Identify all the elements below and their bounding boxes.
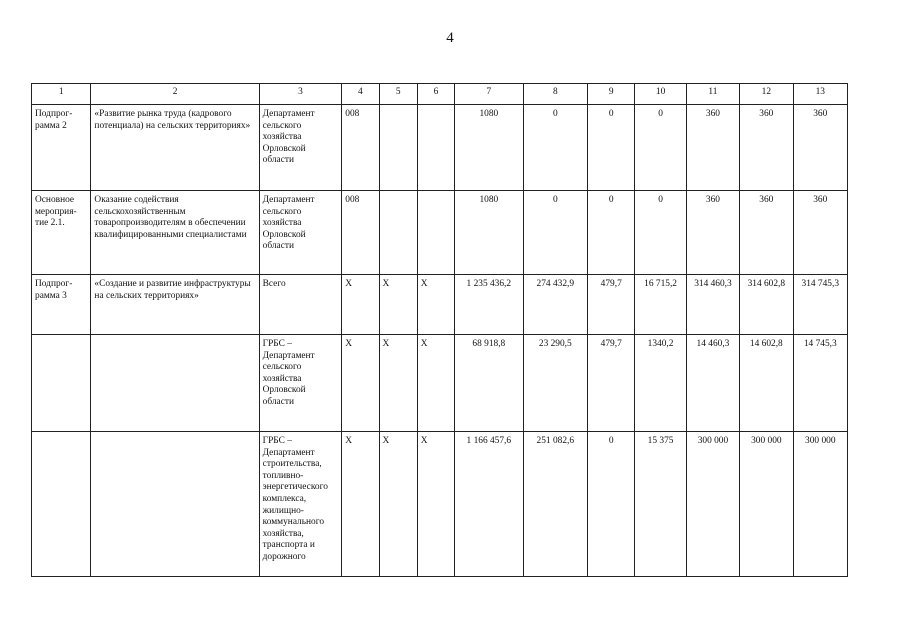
table-row: [32, 432, 848, 577]
column-header-1: 1: [32, 84, 91, 105]
code-cell: X: [379, 275, 417, 335]
table-row: [32, 191, 848, 275]
code-cell: 008: [342, 191, 379, 275]
value-cell: 0: [523, 105, 587, 191]
executor-cell: Департамент сельского хозяйства Орловской области: [259, 105, 342, 191]
column-header-7: 7: [455, 84, 524, 105]
name-cell: Оказание содействия сельскохозяйственным товаропроизводителям в обеспечении квалифицированными специалистами: [91, 191, 259, 275]
value-cell: 479,7: [588, 275, 635, 335]
status-cell: Подпрог- рамма 2: [32, 105, 91, 191]
code-cell: X: [417, 432, 454, 577]
column-header-5: 5: [379, 84, 417, 105]
column-header-3: 3: [259, 84, 342, 105]
value-cell: 1 235 436,2: [455, 275, 524, 335]
executor-cell: ГРБС – Департамент строительства, топливно-энергетического комплекса, жилищно-коммунального хозяйства, транспорта и дорожного: [259, 432, 342, 577]
column-header-10: 10: [635, 84, 686, 105]
value-cell: 0: [635, 105, 686, 191]
name-cell: [91, 432, 259, 577]
value-cell: 16 715,2: [635, 275, 686, 335]
name-cell: [91, 335, 259, 432]
status-cell: [32, 335, 91, 432]
code-cell: [417, 191, 454, 275]
value-cell: 0: [635, 191, 686, 275]
value-cell: 314 602,8: [740, 275, 793, 335]
value-cell: 68 918,8: [455, 335, 524, 432]
executor-cell: Департамент сельского хозяйства Орловской области: [259, 191, 342, 275]
table-row: [32, 335, 848, 432]
budget-table: [31, 83, 848, 577]
status-cell: Подпрог- рамма 3: [32, 275, 91, 335]
code-cell: X: [342, 275, 379, 335]
value-cell: 1080: [455, 191, 524, 275]
code-cell: X: [342, 335, 379, 432]
column-header-2: 2: [91, 84, 259, 105]
status-cell: [32, 432, 91, 577]
table-row: [32, 105, 848, 191]
value-cell: 360: [686, 105, 739, 191]
name-cell: «Развитие рынка труда (кадрового потенциала) на сельских территориях»: [91, 105, 259, 191]
code-cell: X: [379, 432, 417, 577]
column-number-row: [32, 84, 848, 105]
column-header-12: 12: [740, 84, 793, 105]
value-cell: 23 290,5: [523, 335, 587, 432]
value-cell: 1 166 457,6: [455, 432, 524, 577]
column-header-13: 13: [793, 84, 847, 105]
value-cell: 314 460,3: [686, 275, 739, 335]
value-cell: 15 375: [635, 432, 686, 577]
value-cell: 300 000: [793, 432, 847, 577]
value-cell: 360: [793, 105, 847, 191]
code-cell: [379, 191, 417, 275]
value-cell: 14 602,8: [740, 335, 793, 432]
value-cell: 251 082,6: [523, 432, 587, 577]
value-cell: 14 460,3: [686, 335, 739, 432]
code-cell: X: [342, 432, 379, 577]
code-cell: X: [417, 275, 454, 335]
value-cell: 274 432,9: [523, 275, 587, 335]
code-cell: 008: [342, 105, 379, 191]
value-cell: 0: [588, 432, 635, 577]
column-header-8: 8: [523, 84, 587, 105]
page-number: 4: [446, 30, 454, 46]
value-cell: 300 000: [686, 432, 739, 577]
code-cell: [379, 105, 417, 191]
status-cell: Основное мероприя- тие 2.1.: [32, 191, 91, 275]
value-cell: 0: [588, 105, 635, 191]
code-cell: X: [417, 335, 454, 432]
name-cell: «Создание и развитие инфраструктуры на сельских территориях»: [91, 275, 259, 335]
column-header-11: 11: [686, 84, 739, 105]
code-cell: X: [379, 335, 417, 432]
value-cell: 0: [588, 191, 635, 275]
value-cell: 14 745,3: [793, 335, 847, 432]
value-cell: 360: [793, 191, 847, 275]
executor-cell: Всего: [259, 275, 342, 335]
value-cell: 360: [740, 191, 793, 275]
value-cell: 479,7: [588, 335, 635, 432]
column-header-4: 4: [342, 84, 379, 105]
code-cell: [417, 105, 454, 191]
value-cell: 300 000: [740, 432, 793, 577]
table-row: [32, 275, 848, 335]
value-cell: 1340,2: [635, 335, 686, 432]
table-body: [32, 105, 848, 577]
column-header-9: 9: [588, 84, 635, 105]
value-cell: 360: [686, 191, 739, 275]
column-header-6: 6: [417, 84, 454, 105]
value-cell: 1080: [455, 105, 524, 191]
value-cell: 0: [523, 191, 587, 275]
value-cell: 314 745,3: [793, 275, 847, 335]
value-cell: 360: [740, 105, 793, 191]
executor-cell: ГРБС – Департамент сельского хозяйства Орловской области: [259, 335, 342, 432]
table-header: [32, 84, 848, 105]
